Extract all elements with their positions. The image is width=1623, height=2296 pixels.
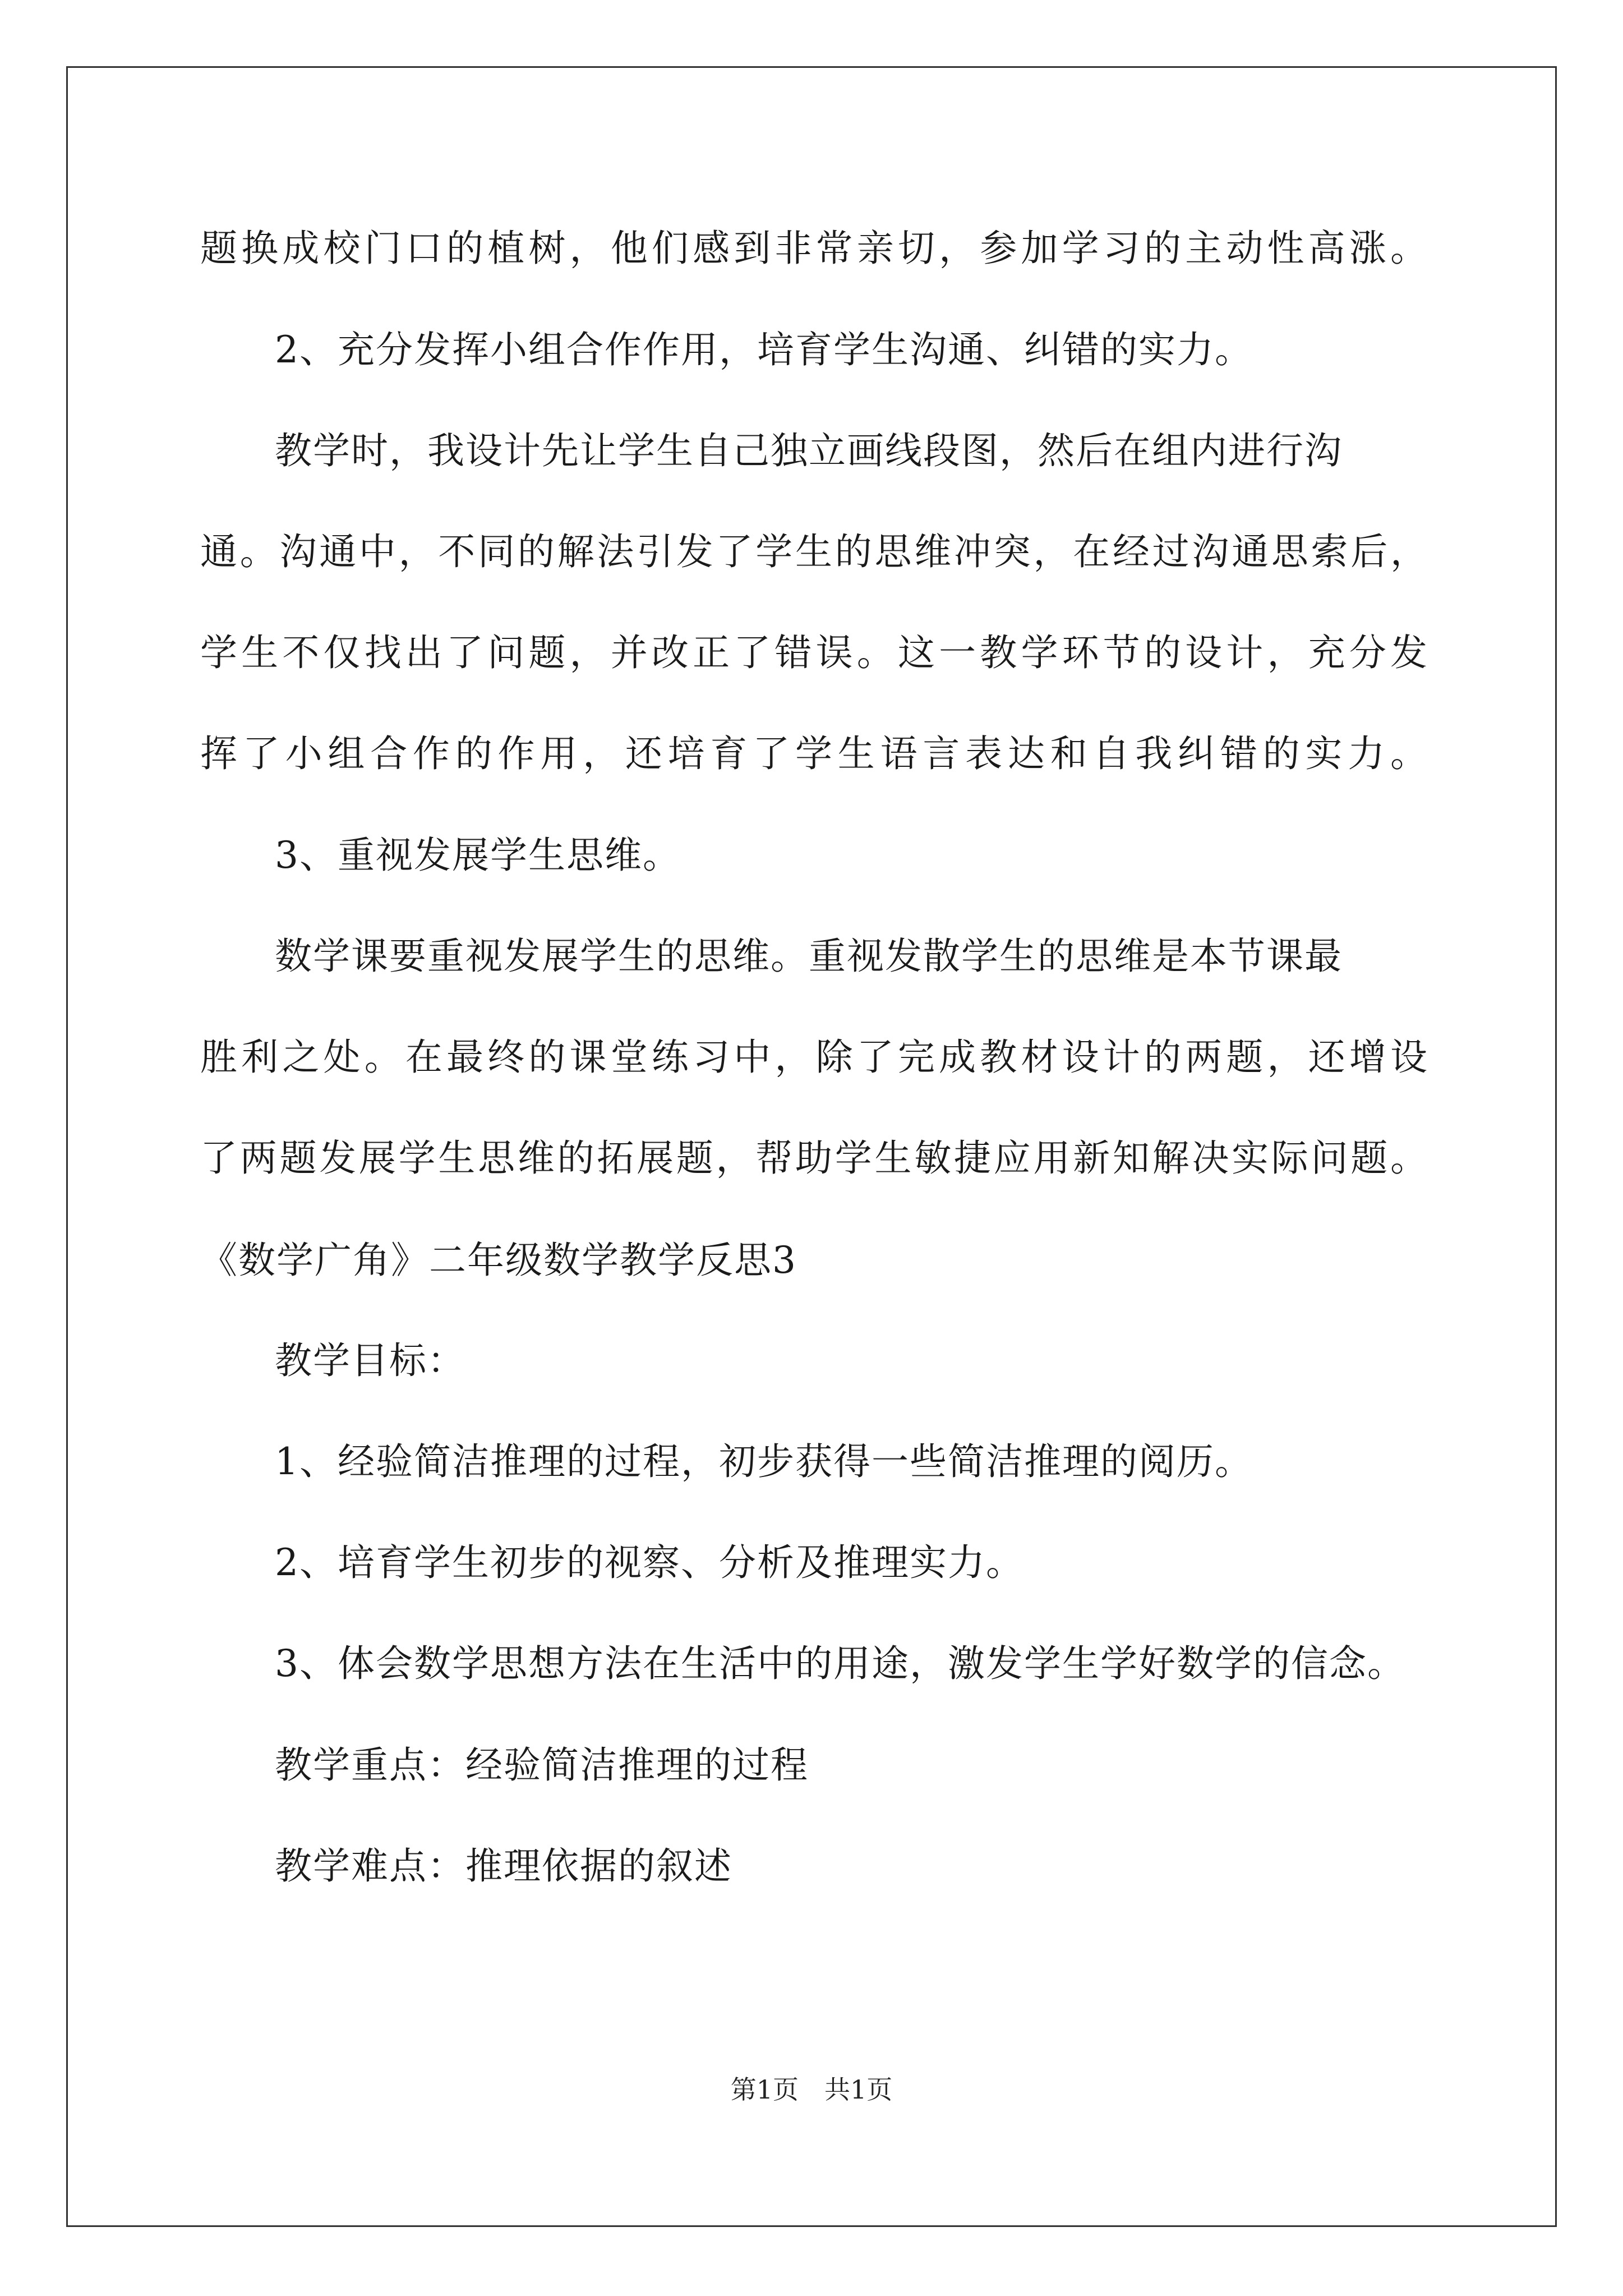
list-item: 2、培育学生初步的视察、分析及推理实力。: [275, 1541, 1024, 1584]
paragraph-line: 通。沟通中，不同的解法引发了学生的思维冲突，在经过沟通思索后，: [200, 530, 1428, 573]
paragraph-line: 数学课要重视发展学生的思维。重视发散学生的思维是本节课最: [275, 935, 1343, 978]
paragraph-line: 胜利之处。在最终的课堂练习中，除了完成教材设计的两题，还增设: [200, 1036, 1428, 1079]
section-heading: 3、重视发展学生思维。: [275, 834, 681, 877]
paragraph-line: 了两题发展学生思维的拓展题，帮助学生敏捷应用新知解决实际问题。: [200, 1137, 1428, 1180]
paragraph-line: 2、充分发挥小组合作作用，培育学生沟通、纠错的实力。: [275, 328, 1253, 371]
list-item: 1、经验简洁推理的过程，初步获得一些简洁推理的阅历。: [275, 1440, 1253, 1483]
paragraph-line: 教学时，我设计先让学生自己独立画线段图，然后在组内进行沟: [275, 429, 1343, 472]
paragraph-line: 挥了小组合作的作用，还培育了学生语言表达和自我纠错的实力。: [200, 732, 1428, 775]
paragraph-line: 题换成校门口的植树，他们感到非常亲切，参加学习的主动性高涨。: [200, 227, 1428, 270]
page-number-footer: 第1页 共1页: [730, 2074, 893, 2105]
key-point: 教学重点：经验简洁推理的过程: [275, 1743, 809, 1787]
list-item: 3、体会数学思想方法在生活中的用途，激发学生学好数学的信念。: [275, 1642, 1405, 1685]
document-title: 《数学广角》二年级数学教学反思3: [200, 1239, 797, 1282]
section-heading: 教学目标：: [275, 1339, 465, 1382]
difficult-point: 教学难点：推理依据的叙述: [275, 1844, 732, 1888]
paragraph-line: 学生不仅找出了问题，并改正了错误。这一教学环节的设计，充分发: [200, 631, 1428, 674]
